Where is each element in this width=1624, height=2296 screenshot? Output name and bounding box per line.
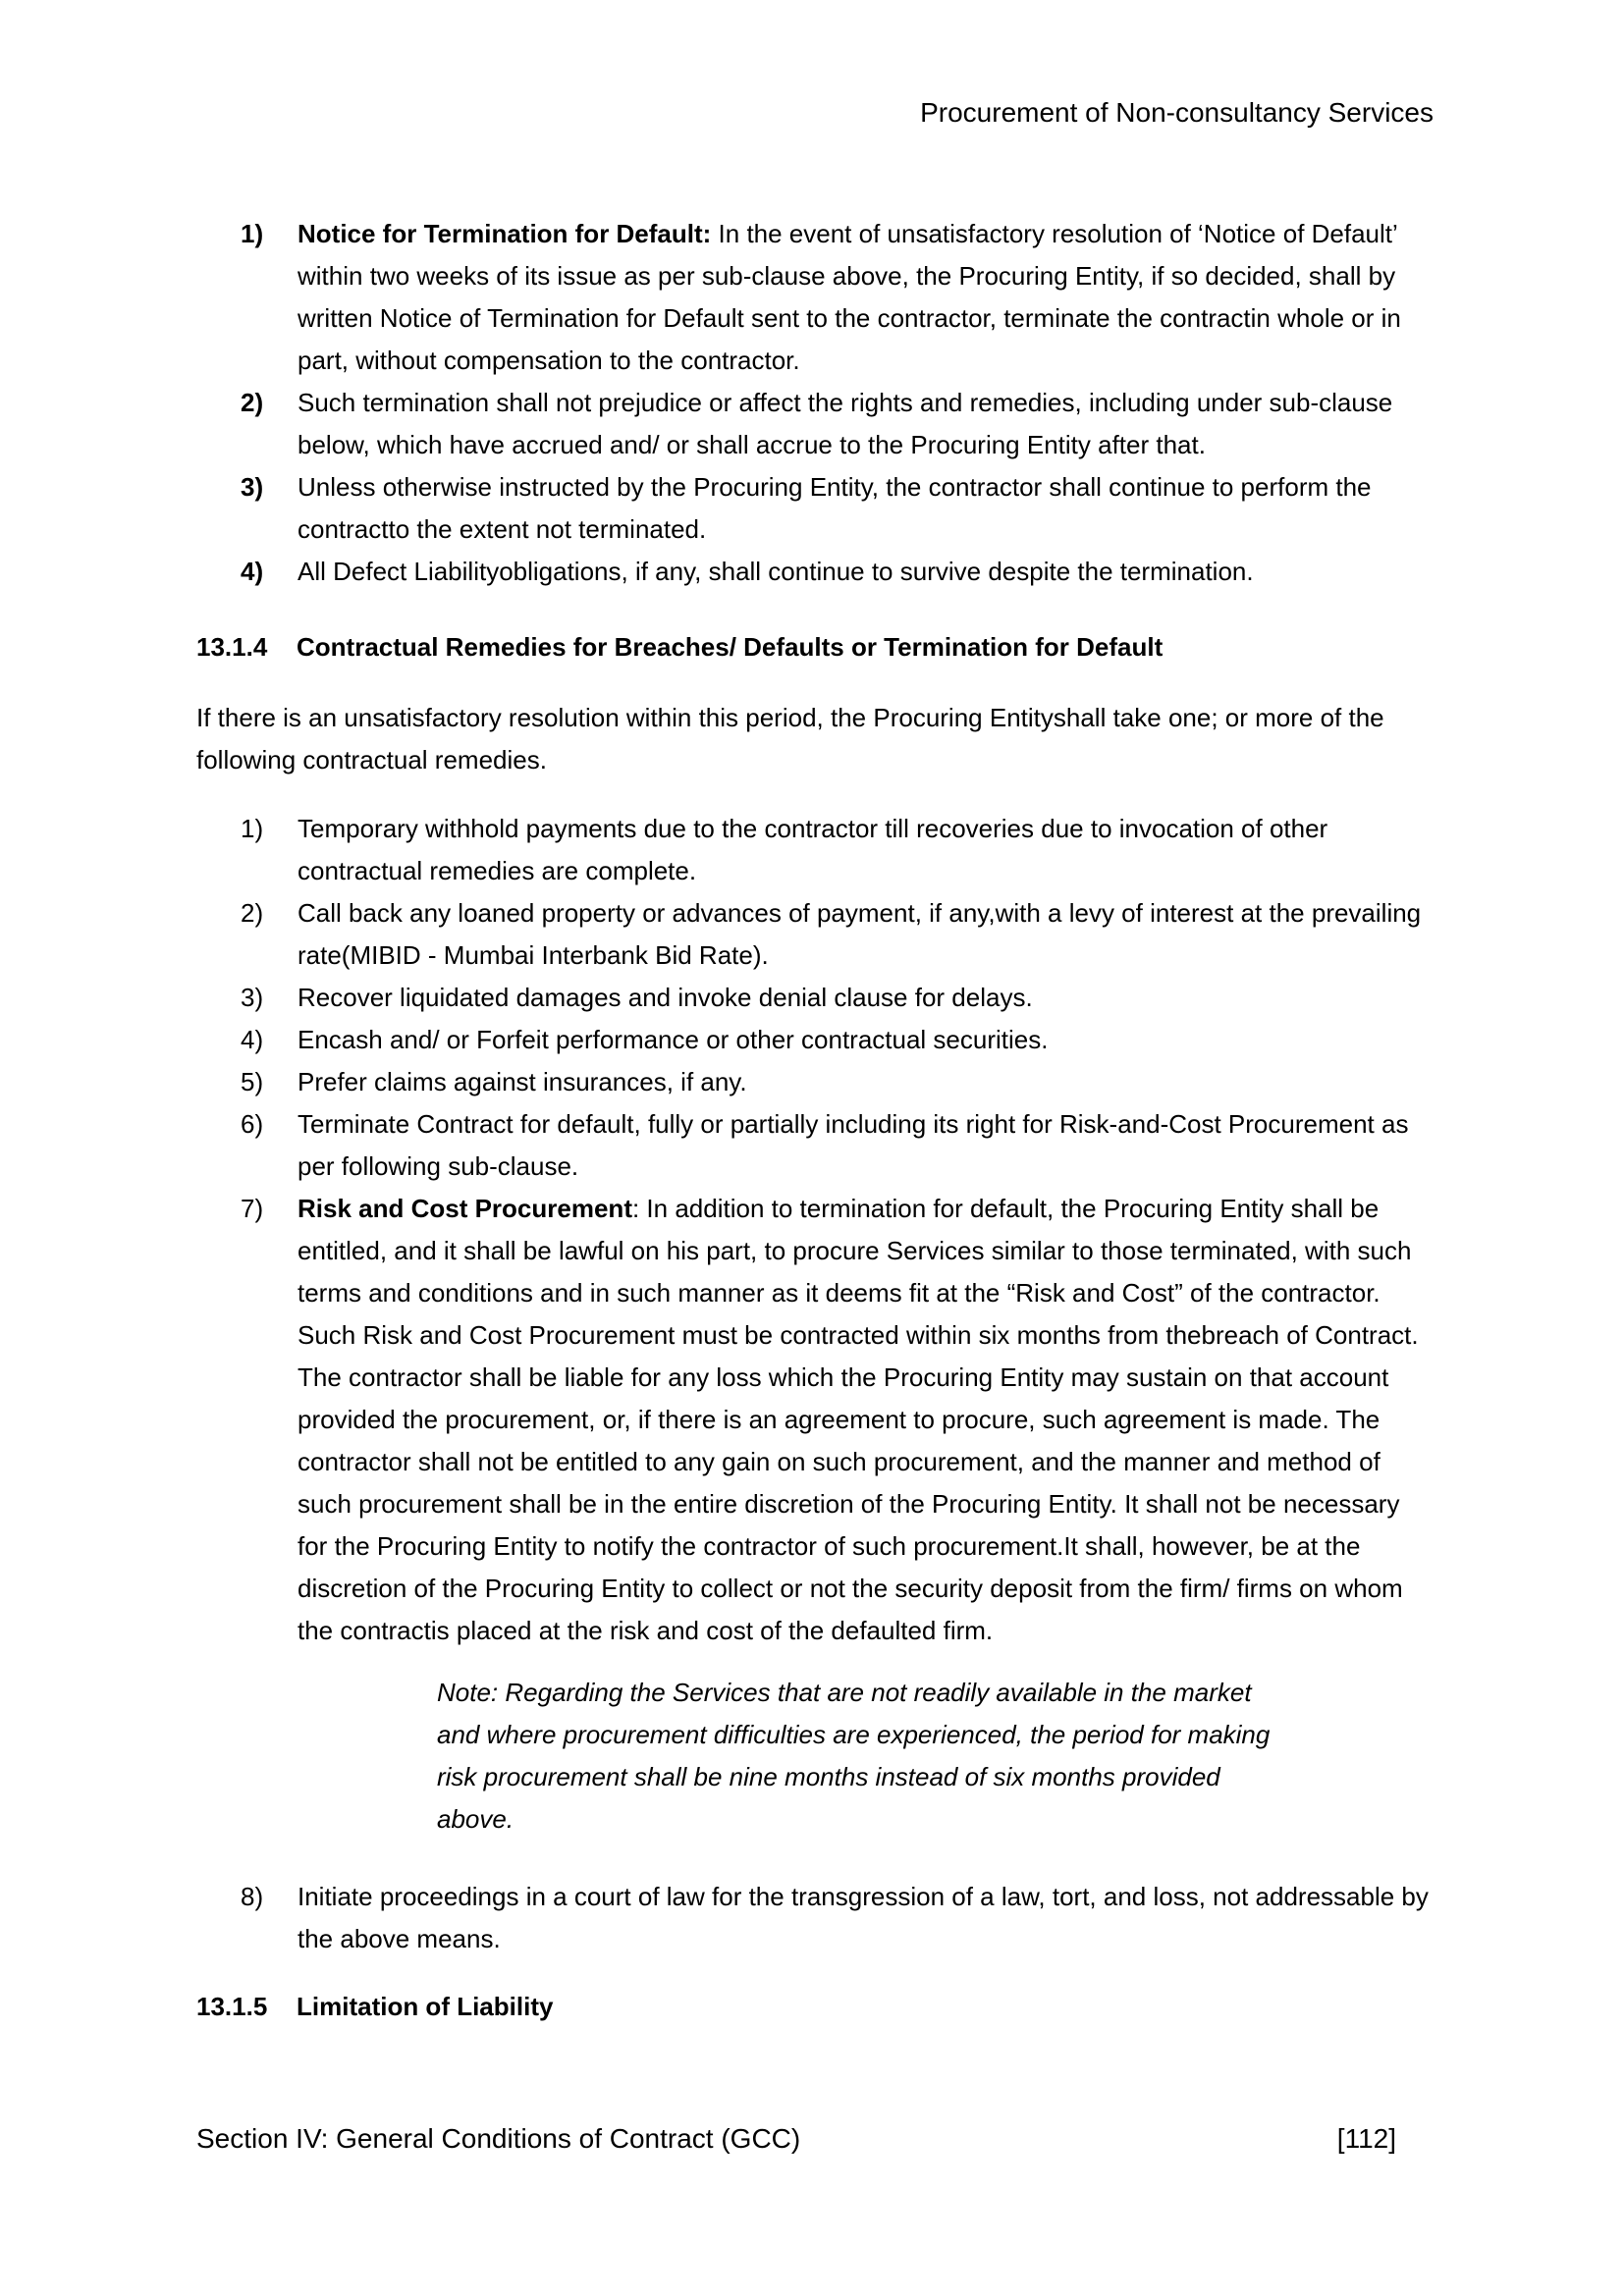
list-item-body: Prefer claims against insurances, if any.: [298, 1067, 747, 1096]
list-item-number: 4): [241, 557, 264, 586]
list-item-text: [298, 551, 1434, 593]
list-item-number: 2): [241, 898, 264, 928]
list-item-body: All Defect Liabilityobligations, if any, shall continue to survive despite the termination.: [298, 557, 1254, 586]
list-item-text: [298, 1103, 1434, 1188]
list-item: [241, 1188, 1434, 1652]
list-item-number: 1): [241, 814, 264, 843]
list-item-number: 6): [241, 1109, 264, 1139]
list-item-number: 5): [241, 1067, 264, 1096]
list-item: [241, 977, 1434, 1019]
footer-page-number: [112]: [1336, 2123, 1396, 2154]
list-item: [241, 892, 1434, 977]
note-paragraph: Note: Regarding the Services that are not readily available in the market and where procurement difficulties are experienced, the period for making risk procurement shall be nine months instead of six months provided above.: [437, 1678, 1271, 1834]
list-item: [241, 213, 1434, 382]
list-item-text: [298, 1876, 1434, 1960]
list-item-body: Recover liquidated damages and invoke denial clause for delays.: [298, 983, 1033, 1012]
list-item: [241, 808, 1434, 892]
section-heading-13-1-5: [196, 1986, 1434, 2028]
page-footer: [196, 2123, 1396, 2155]
list-item-lead: Risk and Cost Procurement: [298, 1194, 632, 1223]
list-item-body: Call back any loaned property or advances of payment, if any,with a levy of interest at the prevailing rate(MIBID - Mumbai Interbank Bid Rate).: [298, 898, 1422, 970]
footer-section-label: Section IV: General Conditions of Contract (GCC): [196, 2123, 801, 2154]
list-item-text: [298, 808, 1434, 892]
list-item-number: 3): [241, 472, 264, 502]
list-item-body: In the event of unsatisfactory resolution of ‘Notice of Default’ within two weeks of its issue as per sub-clause above, the Procuring Entity, if so decided, shall by written Notice of Termination for Default sent to the contractor, terminate the contractin whole or in part, without compensation to the contractor.: [298, 219, 1401, 375]
list-item-body: Terminate Contract for default, fully or partially including its right for Risk-and-Cost Procurement as per following sub-clause.: [298, 1109, 1409, 1181]
list-item-text: [298, 1188, 1434, 1652]
list-item-text: [298, 1061, 1434, 1103]
list-item: [241, 382, 1434, 466]
list-item-number: 1): [241, 219, 264, 248]
section-intro: If there is an unsatisfactory resolution within this period, the Procuring Entityshall take one; or more of the following contractual remedies.: [196, 703, 1384, 774]
list-item-number: 4): [241, 1025, 264, 1054]
list-item-body: Such termination shall not prejudice or affect the rights and remedies, including under sub-clause below, which have accrued and/ or shall accrue to the Procuring Entity after that.: [298, 388, 1393, 459]
section-title: Limitation of Liability: [297, 1992, 554, 2021]
list-item: [241, 1103, 1434, 1188]
list-item-number: 8): [241, 1882, 264, 1911]
list-item-lead: Notice for Termination for Default:: [298, 219, 719, 248]
section-title: Contractual Remedies for Breaches/ Defaults or Termination for Default: [297, 632, 1164, 662]
list-item: [241, 551, 1434, 593]
list-item: [241, 1019, 1434, 1061]
list-item: [241, 1876, 1434, 1960]
section-heading-13-1-4: [196, 626, 1434, 668]
list-item-text: [298, 977, 1434, 1019]
list-item-text: [298, 1019, 1434, 1061]
page-header: [196, 98, 1434, 128]
list-item-body: Encash and/ or Forfeit performance or other contractual securities.: [298, 1025, 1049, 1054]
section-number: 13.1.5: [196, 1992, 268, 2021]
list-item-text: [298, 213, 1434, 382]
list-item-text: [298, 892, 1434, 977]
list-item: [241, 1061, 1434, 1103]
termination-consequences-list: [241, 213, 1434, 593]
section-number: 13.1.4: [196, 632, 268, 662]
list-item-text: [298, 466, 1434, 551]
list-item-body: : In addition to termination for default, the Procuring Entity shall be entitled, and it shall be lawful on his part, to procure Services similar to those terminated, with such terms and conditions and in such manner as it deems fit at the “Risk and Cost” of the contractor. Such Risk and Cost Procurement must be contracted within six months from thebreach of Contract. The contractor shall be liable for any loss which the Procuring Entity may sustain on that account provided the procurement, or, if there is an agreement to procure, such agreement is made. The contractor shall not be entitled to any gain on such procurement, and the manner and method of such procurement shall be in the entire discretion of the Procuring Entity. It shall not be necessary for the Procuring Entity to notify the contractor of such procurement.It shall, however, be at the discretion of the Procuring Entity to collect or not the security deposit from the firm/ firms on whom the contractis placed at the risk and cost of the defaulted firm.: [298, 1194, 1419, 1645]
list-item-text: [298, 382, 1434, 466]
list-item-body: Unless otherwise instructed by the Procuring Entity, the contractor shall continue to perform the contractto the extent not terminated.: [298, 472, 1372, 544]
list-item-body: Temporary withhold payments due to the contractor till recoveries due to invocation of other contractual remedies are complete.: [298, 814, 1328, 885]
list-item-body: Initiate proceedings in a court of law for the transgression of a law, tort, and loss, not addressable by the above means.: [298, 1882, 1429, 1953]
header-title: Procurement of Non-consultancy Services: [920, 97, 1434, 128]
remedies-list: [241, 808, 1434, 1960]
list-item: [241, 466, 1434, 551]
list-item-number: 3): [241, 983, 264, 1012]
list-item-number: 7): [241, 1194, 264, 1223]
list-item-number: 2): [241, 388, 264, 417]
